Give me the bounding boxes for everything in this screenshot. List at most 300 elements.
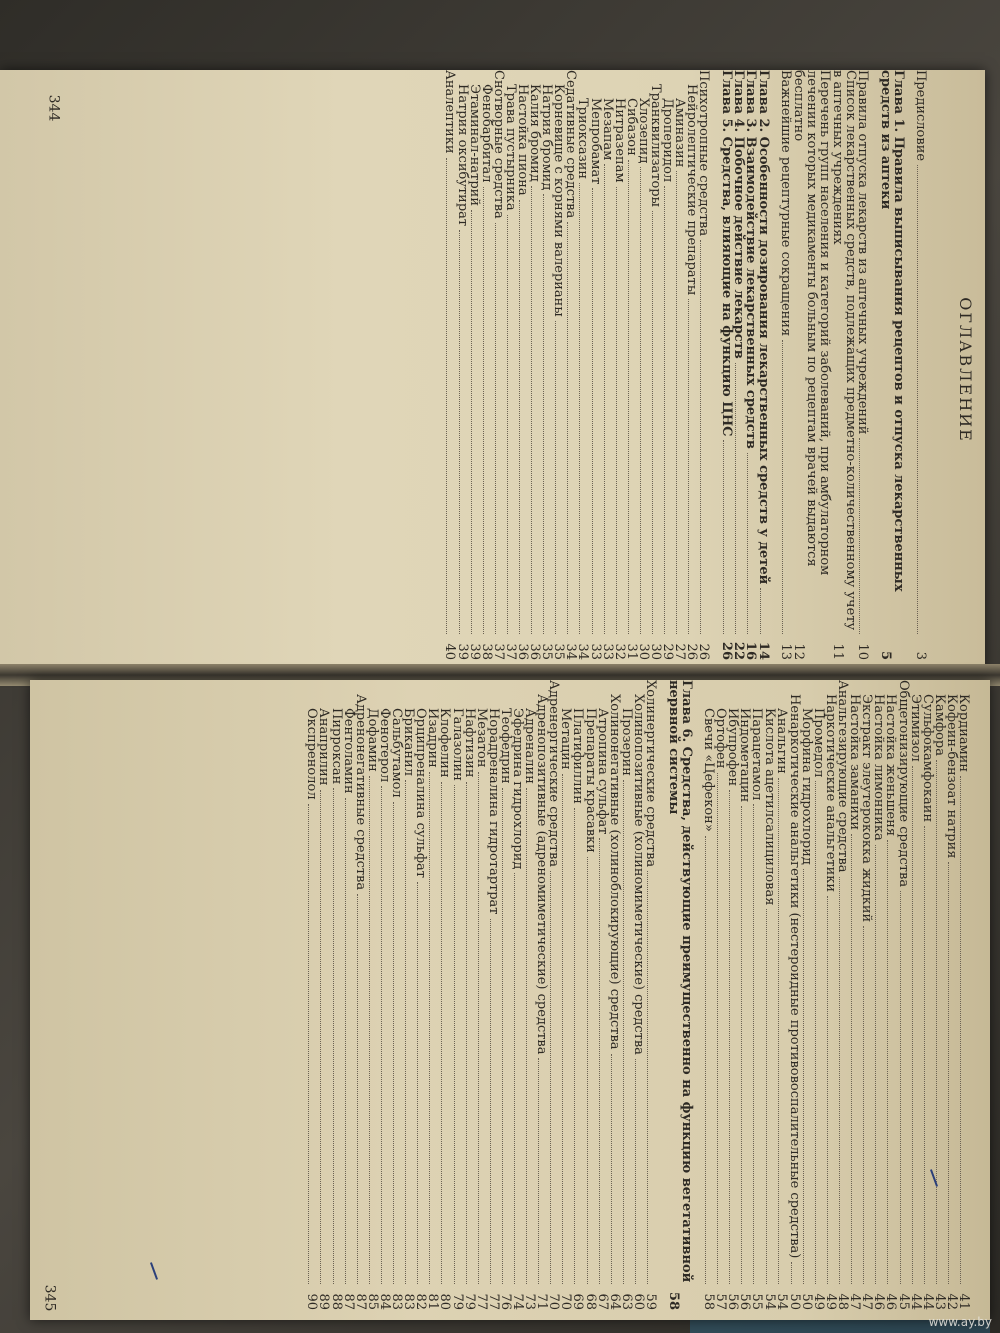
toc-entry-title: Клофелин <box>437 708 453 778</box>
dot-leader <box>592 188 593 634</box>
toc-entry-title: Общетонизирующие средства <box>895 680 911 888</box>
dot-leader <box>393 802 394 1284</box>
toc-page-number: 46 <box>883 1293 899 1310</box>
dot-leader <box>647 871 648 1284</box>
toc-entry-title: Ибупрофен <box>725 708 741 787</box>
toc-entry-row <box>777 70 793 670</box>
toc-entry-title: Анальгезирующие средства <box>835 680 851 873</box>
toc-page-number: 26 <box>718 641 734 660</box>
toc-entry-title: Натрия оксибутират <box>454 84 470 227</box>
toc-entry-title: Перечень групп населения и категорий заболеваний, при амбулаторном лечении которых медикаменты больным по рецептам врачей выдаются бесплатно <box>790 70 832 576</box>
toc-entry-row <box>502 70 518 670</box>
dot-leader <box>760 588 761 634</box>
toc-page-number: 88 <box>328 1293 344 1310</box>
dot-leader <box>803 869 804 1284</box>
toc-page-number: 39 <box>466 643 482 660</box>
toc-page-number: 47 <box>859 1293 875 1310</box>
toc-entry-row <box>958 680 970 1320</box>
toc-entry-row <box>662 70 674 670</box>
toc-page-number: 55 <box>749 1293 765 1310</box>
toc-entry-title: Кофеин-бензоат натрия <box>943 694 959 859</box>
toc-page-number: 69 <box>570 1293 586 1310</box>
dot-leader <box>543 194 544 634</box>
dot-leader <box>502 788 503 1284</box>
toc-page-number: 80 <box>437 1293 453 1310</box>
toc-entry-row <box>798 680 814 1320</box>
toc-entry-row <box>837 680 849 1320</box>
toc-page-number: 13 <box>777 643 793 660</box>
toc-entry-title: Камфора <box>931 694 947 756</box>
toc-entry-row <box>773 680 789 1320</box>
toc-page-number: 48 <box>835 1293 851 1310</box>
dot-leader <box>664 186 665 634</box>
toc-entry-row <box>698 70 710 670</box>
left-page <box>0 70 985 670</box>
dot-leader <box>519 200 520 634</box>
toc-page-number: 43 <box>931 1293 947 1310</box>
toc-entry-row <box>674 70 686 670</box>
toc-entry-title: Калия бромид <box>527 84 543 182</box>
toc-entry-row <box>572 680 584 1320</box>
dot-leader <box>875 845 876 1284</box>
toc-entry-title: Холинонегативные (холиноблокирующие) средства <box>606 694 622 1050</box>
toc-entry-row <box>645 680 657 1320</box>
dot-leader <box>405 780 406 1284</box>
toc-entry-title: Транквилизаторы <box>648 84 664 207</box>
dot-leader <box>446 158 447 634</box>
dot-leader <box>369 776 370 1284</box>
toc-entry-title: Нейролептические препараты <box>684 84 700 296</box>
toc-entry-row <box>739 680 751 1320</box>
dot-leader <box>550 871 551 1284</box>
dot-leader <box>778 778 779 1284</box>
toc-entry-row <box>584 680 596 1320</box>
toc-chapter-row <box>720 70 732 670</box>
toc-entry-title: Сибазон <box>623 98 639 156</box>
toc-entry-title: Галазолин <box>449 708 465 781</box>
toc-entry-title: Адренонегативные средства <box>352 694 368 891</box>
dot-leader <box>628 160 629 634</box>
toc-entry-row <box>490 70 506 670</box>
dot-leader <box>676 171 677 634</box>
toc-title: ОГЛАВЛЕНИЕ <box>956 297 975 443</box>
toc-page-number: 42 <box>943 1293 959 1310</box>
toc-page-number: 77 <box>485 1293 501 1310</box>
toc-entry-title: Свечи «Цефекон» <box>701 708 717 832</box>
dot-leader <box>478 772 479 1284</box>
toc-page-number: 11 <box>829 643 845 660</box>
toc-entry-title: Анальгин <box>773 708 789 774</box>
toc-page-number: 34 <box>563 643 579 660</box>
toc-entry-title: Изадрин <box>425 708 441 768</box>
toc-page-number: 89 <box>316 1293 332 1310</box>
dot-leader <box>791 1262 792 1284</box>
toc-page-number: 27 <box>672 643 688 660</box>
dot-leader <box>735 363 736 634</box>
toc-page-number: 31 <box>623 643 639 660</box>
toc-entry-row <box>352 680 368 1320</box>
toc-entry-title: Глава 3. Взаимодействие лекарственных средств <box>742 70 758 449</box>
toc-entry-title: Кислота ацетилсалициловая <box>761 708 777 906</box>
toc-page-number: 22 <box>730 641 746 660</box>
dot-leader <box>960 776 961 1284</box>
dot-leader <box>562 774 563 1284</box>
toc-entry-title: Эфедрина гидрохлорид <box>510 708 525 870</box>
dot-leader <box>459 230 460 634</box>
right-toc-list <box>306 680 970 1320</box>
toc-page-number: 85 <box>364 1293 380 1310</box>
dot-leader <box>580 183 581 634</box>
toc-page-number: 46 <box>871 1293 887 1310</box>
toc-entry-title: Список лекарственных средств, подлежащих предметно-количественному учету в аптечных учреждениях <box>829 70 858 631</box>
dot-leader <box>782 340 783 634</box>
toc-entry-title: Наркотические анальгетики <box>822 694 838 893</box>
left-page-content <box>0 70 985 670</box>
toc-entry-row <box>403 680 415 1320</box>
toc-entry-title: Парацетамол <box>749 708 765 801</box>
dot-leader <box>747 453 748 634</box>
toc-entry-row <box>478 70 494 670</box>
dot-leader <box>531 186 532 634</box>
toc-page-number: 64 <box>606 1293 622 1310</box>
dot-leader <box>526 788 527 1284</box>
toc-chapter-row <box>742 70 758 670</box>
dot-leader <box>700 240 701 634</box>
toc-entry-title: Правила отпуска лекарств из аптечных учреждений <box>854 70 870 435</box>
toc-entry-row <box>751 680 763 1320</box>
watermark: www.ay.by <box>928 1315 992 1329</box>
toc-chapter-row <box>757 70 770 670</box>
toc-entry-row <box>630 680 646 1320</box>
dot-leader <box>345 798 346 1284</box>
toc-entry-row <box>792 70 831 670</box>
dot-leader <box>381 786 382 1284</box>
toc-page-number: 68 <box>582 1293 598 1310</box>
dot-leader <box>717 773 718 1284</box>
toc-page-number: 12 <box>790 643 806 660</box>
toc-entry-row <box>328 680 344 1320</box>
toc-page-number: 87 <box>340 1293 356 1310</box>
toc-entry-row <box>565 70 577 670</box>
toc-page-number: 76 <box>497 1293 513 1310</box>
toc-entry-row <box>553 70 565 670</box>
toc-entry-title: Психотропные средства <box>696 70 712 237</box>
toc-page-number: 49 <box>810 1293 826 1310</box>
toc-page-number: 5 <box>877 650 893 660</box>
toc-entry-title: Холинопозитивные (холиномиметические) средства <box>630 694 646 1055</box>
toc-entry-row <box>485 680 501 1320</box>
toc-page-number: 73 <box>522 1293 538 1310</box>
dot-leader <box>495 223 496 634</box>
toc-entry-row <box>451 680 463 1320</box>
dot-leader <box>333 788 334 1284</box>
toc-page-number: 16 <box>742 641 758 660</box>
toc-entry-title: Пирроксан <box>328 708 344 785</box>
toc-entry-title: Снотворные средства <box>490 70 506 219</box>
toc-page-number: 58 <box>701 1293 717 1310</box>
toc-entry-row <box>517 70 529 670</box>
toc-page-number: 57 <box>713 1293 729 1310</box>
toc-entry-title: Адренергические средства <box>546 680 562 868</box>
toc-entry-row <box>391 680 403 1320</box>
toc-entry-title: Глава 2. Особенности дозирования лекарственных средств у детей <box>755 70 771 585</box>
toc-entry-title: Настойка пиона <box>515 84 531 196</box>
dot-leader <box>555 321 556 634</box>
dot-leader <box>863 926 864 1284</box>
toc-entry-title: Анаприлин <box>316 708 332 786</box>
dot-leader <box>604 164 605 634</box>
toc-entry-row <box>376 680 392 1320</box>
toc-entry-title: Сульфокамфокаин <box>919 694 935 823</box>
dot-leader <box>441 782 442 1284</box>
toc-entry-title: Предисловие <box>913 70 928 162</box>
toc-entry-row <box>512 680 524 1320</box>
toc-entry-title: Глава 4. Побочное действие лекарств <box>730 70 746 359</box>
toc-page-number: 39 <box>454 643 470 660</box>
toc-page-number: 26 <box>684 643 700 660</box>
dot-leader <box>839 877 840 1284</box>
toc-entry-title: Ненаркотические анальгетики (нестероидные противовоспалительные средства) <box>786 694 802 1259</box>
toc-entry-row <box>885 680 897 1320</box>
toc-entry-title: Окспренолол <box>304 708 320 800</box>
toc-entry-row <box>703 680 715 1320</box>
toc-page-number: 59 <box>643 1293 659 1310</box>
toc-entry-title: Сальбутамол <box>389 708 405 798</box>
toc-entry-row <box>536 680 548 1320</box>
toc-entry-title: Аминазин <box>672 98 688 168</box>
toc-entry-title: Кордиамин <box>956 694 971 773</box>
dot-leader <box>705 836 706 1284</box>
toc-page-number: 58 <box>666 1291 682 1310</box>
toc-page-number: 56 <box>725 1293 741 1310</box>
toc-entry-row <box>606 680 622 1320</box>
toc-entry-row <box>822 680 838 1320</box>
dot-leader <box>623 780 624 1284</box>
toc-page-number: 82 <box>413 1293 429 1310</box>
toc-page-number: 70 <box>558 1293 574 1310</box>
toc-entry-row <box>831 70 857 670</box>
toc-entry-title: Фенобарбитал <box>478 84 494 183</box>
toc-entry-row <box>587 70 603 670</box>
toc-entry-title: Этаминал-натрий <box>466 84 482 206</box>
toc-page-number: 49 <box>822 1293 838 1310</box>
toc-page-number: 41 <box>956 1293 971 1310</box>
toc-entry-title: Препараты красавки <box>582 708 598 853</box>
toc-page-number: 40 <box>442 643 458 660</box>
toc-page-number: 30 <box>635 643 651 660</box>
toc-entry-row <box>497 680 513 1320</box>
toc-page-number: 45 <box>895 1293 911 1310</box>
toc-entry-title: Нафтизин <box>461 708 477 778</box>
dot-leader <box>887 840 888 1284</box>
toc-page-number: 36 <box>527 643 543 660</box>
toc-page-number: 60 <box>630 1293 646 1310</box>
dot-leader <box>924 826 925 1284</box>
toc-page-number: 26 <box>696 643 712 660</box>
toc-entry-title: Норадреналина гидротартрат <box>485 708 501 915</box>
dot-leader <box>723 440 724 634</box>
toc-page-number: 56 <box>737 1293 753 1310</box>
dot-leader <box>454 785 455 1284</box>
dot-leader <box>308 804 309 1284</box>
dot-leader <box>741 806 742 1284</box>
toc-entry-row <box>548 680 560 1320</box>
toc-entry-title: Морфина гидрохлорид <box>798 708 814 865</box>
toc-entry-row <box>919 680 935 1320</box>
dot-leader <box>936 760 937 1284</box>
toc-entry-title: Триоксазин <box>575 98 591 180</box>
toc-page-number: 84 <box>376 1293 392 1310</box>
toc-entry-title: Холинергические средства <box>643 680 659 868</box>
dot-leader <box>917 165 918 634</box>
toc-entry-title: Важнейшие рецептурные сокращения <box>777 70 793 337</box>
toc-page-number: 79 <box>449 1293 465 1310</box>
toc-entry-row <box>854 70 870 670</box>
toc-entry-title: Седативные средства <box>563 70 579 219</box>
toc-entry-title: Корневище с корнями валерианы <box>551 84 567 317</box>
toc-entry-row <box>541 70 553 670</box>
dot-leader <box>507 215 508 634</box>
dot-leader <box>948 862 949 1284</box>
toc-entry-title: Настойка женьшеня <box>883 694 899 837</box>
right-page-number: 345 <box>41 1284 58 1312</box>
toc-page-number: 14 <box>755 641 771 660</box>
toc-entry-row <box>461 680 477 1320</box>
toc-entry-row <box>873 680 885 1320</box>
dot-leader <box>635 1059 636 1284</box>
toc-page-number: 44 <box>919 1293 935 1310</box>
toc-page-number: 35 <box>539 643 555 660</box>
toc-page-number: 67 <box>594 1293 610 1310</box>
toc-entry-title: Глава 5. Средства, влияющие на функцию ЦНС <box>718 70 734 437</box>
left-toc-list <box>444 70 927 670</box>
toc-entry-title: Мезапам <box>599 98 615 161</box>
toc-entry-row <box>577 70 589 670</box>
toc-entry-row <box>340 680 356 1320</box>
toc-entry-title: Теофедрин <box>497 708 513 784</box>
dot-leader <box>466 782 467 1284</box>
toc-entry-row <box>810 680 826 1320</box>
dot-leader <box>490 919 491 1285</box>
toc-entry-title: Фенотерол <box>376 708 392 783</box>
toc-page-number: 87 <box>352 1293 368 1310</box>
toc-page-number: 47 <box>847 1293 863 1310</box>
dot-leader <box>900 891 901 1284</box>
toc-page-number: 54 <box>761 1293 777 1310</box>
dot-leader <box>640 167 641 634</box>
toc-entry-title: Настойка лимонника <box>871 694 887 841</box>
dot-leader <box>688 299 689 634</box>
toc-entry-row <box>439 680 451 1320</box>
toc-entry-title: Промедол <box>810 708 826 778</box>
toc-page-number: 90 <box>304 1293 320 1310</box>
toc-page-number: 54 <box>773 1293 789 1310</box>
toc-page-number: 79 <box>461 1293 477 1310</box>
toc-page-number: 50 <box>798 1293 814 1310</box>
right-page <box>30 680 990 1320</box>
dot-leader <box>321 790 322 1285</box>
toc-page-number: 83 <box>401 1293 417 1310</box>
toc-page-number: 29 <box>660 643 676 660</box>
toc-entry-row <box>686 70 698 670</box>
toc-page-number: 50 <box>786 1293 802 1310</box>
toc-page-number: 77 <box>473 1293 489 1310</box>
toc-entry-title: Метацин <box>558 708 574 770</box>
toc-page-number: 83 <box>389 1293 405 1310</box>
toc-entry-title: Аналептики <box>442 70 458 154</box>
toc-entry-row <box>611 70 627 670</box>
dot-leader <box>417 882 418 1284</box>
toc-chapter-row <box>879 70 905 670</box>
toc-entry-row <box>306 680 318 1320</box>
toc-entry-title: Платифиллин <box>570 708 586 804</box>
toc-chapter-row <box>667 680 693 1320</box>
dot-leader <box>514 873 515 1284</box>
dot-leader <box>574 808 575 1284</box>
toc-entry-title: Экстракт элеутерококка жидкий <box>859 694 875 923</box>
dot-leader <box>357 894 358 1284</box>
toc-page-number: 36 <box>515 643 531 660</box>
dot-leader <box>616 187 617 634</box>
toc-entry-title: Дофамин <box>364 708 380 772</box>
toc-page-number: 71 <box>534 1293 550 1310</box>
toc-entry-row <box>861 680 873 1320</box>
dot-leader <box>754 804 755 1284</box>
toc-page-number: 10 <box>854 643 870 660</box>
toc-page-number: 3 <box>913 651 928 660</box>
toc-page-number: 81 <box>425 1293 441 1310</box>
toc-entry-row <box>849 680 861 1320</box>
toc-entry-row <box>415 680 427 1320</box>
dot-leader <box>611 1054 612 1284</box>
dot-leader <box>815 781 816 1284</box>
toc-entry-title: Бриканил <box>401 708 417 777</box>
toc-entry-row <box>466 70 482 670</box>
dot-leader <box>827 896 828 1284</box>
dot-leader <box>859 438 860 634</box>
toc-entry-row <box>650 70 662 670</box>
toc-page-number: 33 <box>599 643 615 660</box>
toc-entry-title: Адреналин <box>522 708 538 784</box>
dot-leader <box>483 187 484 634</box>
dot-leader <box>429 772 430 1284</box>
dot-leader <box>587 857 588 1284</box>
toc-page-number: 32 <box>611 643 627 660</box>
toc-entry-row <box>599 70 615 670</box>
toc-entry-title: Фентоламин <box>340 708 356 794</box>
toc-page-number: 74 <box>510 1293 525 1310</box>
toc-entry-row <box>635 70 651 670</box>
toc-entry-title: Атропина сульфат <box>594 708 610 835</box>
toc-entry-row <box>318 680 330 1320</box>
dot-leader <box>766 909 767 1284</box>
toc-entry-title: Глава 6. Средства, действующие преимущественно на функцию вегетативной нервной системы <box>666 680 695 1283</box>
toc-page-number: 63 <box>618 1293 634 1310</box>
toc-entry-row <box>456 70 468 670</box>
toc-entry-row <box>529 70 541 670</box>
dot-leader <box>599 838 600 1284</box>
dot-leader <box>471 210 472 634</box>
toc-page-number: 44 <box>907 1293 923 1310</box>
toc-page-number: 37 <box>502 643 518 660</box>
toc-page-number: 37 <box>490 643 506 660</box>
dot-leader <box>851 834 852 1284</box>
dot-leader <box>567 222 568 634</box>
toc-entry-title: Дроперидол <box>660 98 676 183</box>
toc-entry-title: Трава пустырника <box>502 84 518 211</box>
toc-page-number: 38 <box>478 643 494 660</box>
toc-entry-row <box>761 680 777 1320</box>
